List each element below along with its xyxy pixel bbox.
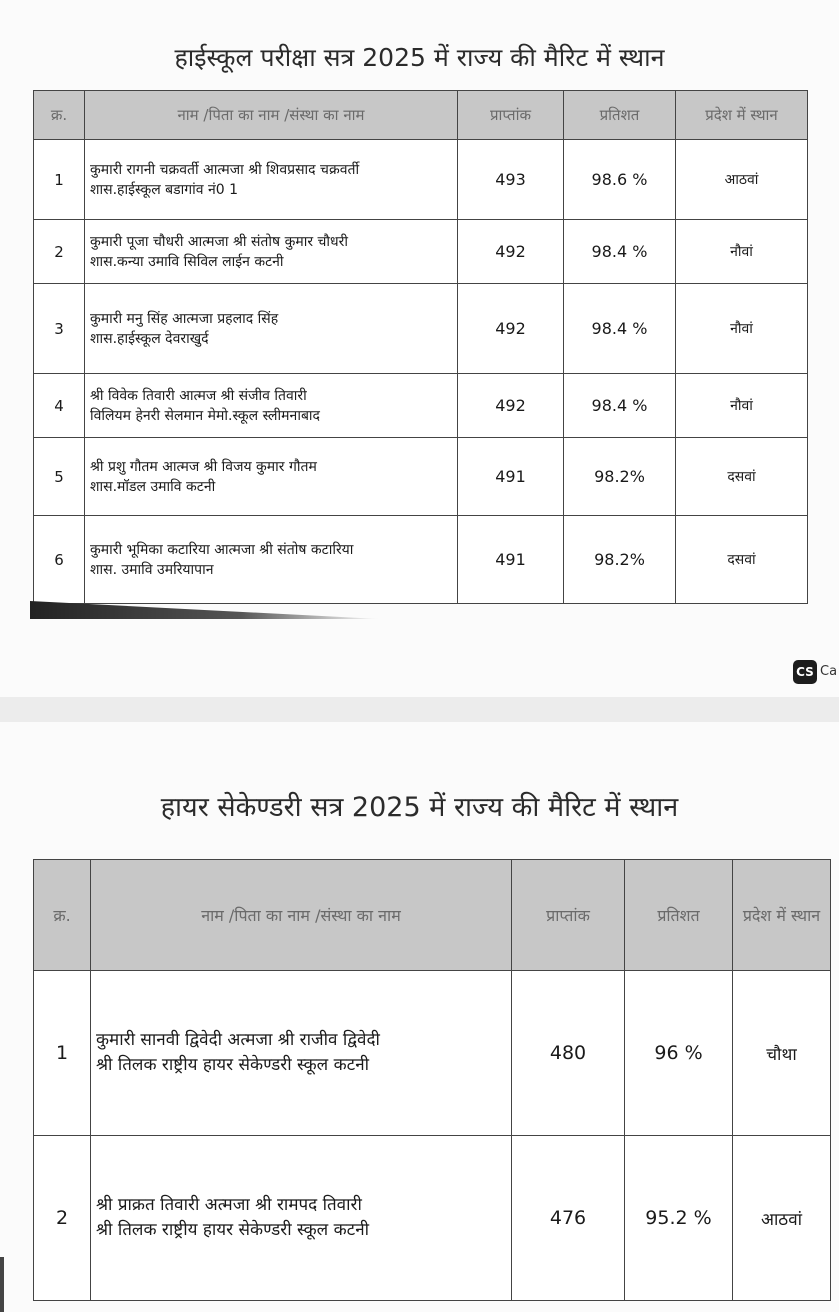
row-percent: 98.6 % <box>564 140 676 220</box>
header-marks: प्राप्तांक <box>458 91 564 140</box>
row-sno: 3 <box>34 284 85 374</box>
header-rank: प्रदेश में स्थान <box>733 860 831 971</box>
higher-secondary-title: हायर सेकेण्डरी सत्र 2025 में राज्य की मैरिट में स्थान <box>160 792 679 823</box>
student-line: कुमारी सानवी द्विवेदी अत्मजा श्री राजीव द्विवेदी <box>96 1030 380 1050</box>
table-row <box>34 971 831 1136</box>
student-line: कुमारी मनु सिंह आत्मजा प्रहलाद सिंह <box>90 310 279 327</box>
row-sno: 5 <box>34 438 85 516</box>
table-row <box>34 220 808 284</box>
student-line: कुमारी पूजा चौधरी आत्मजा श्री संतोष कुमार चौधरी <box>90 233 348 250</box>
table-header-row <box>34 860 831 971</box>
table-row <box>34 1136 831 1301</box>
page-separator <box>0 697 839 722</box>
row-rank: नौवां <box>676 284 808 374</box>
row-name <box>91 1136 512 1301</box>
row-name <box>85 516 458 604</box>
header-rank: प्रदेश में स्थान <box>676 91 808 140</box>
row-marks: 492 <box>458 220 564 284</box>
highschool-title: हाईस्कूल परीक्षा सत्र 2025 में राज्य की मैरिट में स्थान <box>174 43 665 72</box>
student-line: कुमारी रागनी चक्रवर्ती आत्मजा श्री शिवप्रसाद चक्रवर्ती <box>90 161 360 178</box>
row-name <box>85 220 458 284</box>
header-sno: क्र. <box>34 860 91 971</box>
row-marks: 480 <box>512 971 625 1136</box>
row-sno: 1 <box>34 140 85 220</box>
row-marks: 476 <box>512 1136 625 1301</box>
highschool-merit-table <box>33 90 808 604</box>
row-rank: दसवां <box>676 516 808 604</box>
row-sno: 4 <box>34 374 85 438</box>
row-percent: 98.4 % <box>564 374 676 438</box>
school-line: श्री तिलक राष्ट्रीय हायर सेकेण्डरी स्कूल कटनी <box>96 1055 370 1075</box>
school-line: शास. उमावि उमरियापान <box>90 561 214 578</box>
row-rank: नौवां <box>676 220 808 284</box>
school-line: शास.हाईस्कूल देवराखुर्द <box>90 330 209 347</box>
row-marks: 493 <box>458 140 564 220</box>
row-percent: 96 % <box>625 971 733 1136</box>
row-rank: आठवां <box>733 1136 831 1301</box>
header-sno: क्र. <box>34 91 85 140</box>
row-sno: 1 <box>34 971 91 1136</box>
table-row <box>34 284 808 374</box>
school-line: शास.हाईस्कूल बडागांव नं0 1 <box>90 181 239 198</box>
student-line: कुमारी भूमिका कटारिया आत्मजा श्री संतोष कटारिया <box>90 541 354 558</box>
row-rank: चौथा <box>733 971 831 1136</box>
row-percent: 98.2% <box>564 438 676 516</box>
table-row <box>34 438 808 516</box>
table-row <box>34 374 808 438</box>
table-header-row <box>34 91 808 140</box>
student-line: श्री विवेक तिवारी आत्मज श्री संजीव तिवारी <box>90 387 307 404</box>
row-sno: 2 <box>34 1136 91 1301</box>
header-percent: प्रतिशत <box>625 860 733 971</box>
row-marks: 492 <box>458 284 564 374</box>
header-name: नाम /पिता का नाम /संस्था का नाम <box>85 91 458 140</box>
student-line: श्री प्राक्रत तिवारी अत्मजा श्री रामपद तिवारी <box>96 1195 362 1215</box>
row-marks: 491 <box>458 516 564 604</box>
row-name <box>85 284 458 374</box>
row-marks: 491 <box>458 438 564 516</box>
header-percent: प्रतिशत <box>564 91 676 140</box>
header-name: नाम /पिता का नाम /संस्था का नाम <box>91 860 512 971</box>
camscanner-text: Ca <box>820 664 838 679</box>
student-line: श्री प्रशु गौतम आत्मज श्री विजय कुमार गौतम <box>90 458 317 475</box>
row-percent: 98.4 % <box>564 284 676 374</box>
school-line: शास.मॉडल उमावि कटनी <box>90 478 216 495</box>
row-sno: 2 <box>34 220 85 284</box>
row-percent: 95.2 % <box>625 1136 733 1301</box>
higher-secondary-merit-table <box>33 859 831 1301</box>
row-rank: आठवां <box>676 140 808 220</box>
document-page-higher-secondary <box>0 722 839 1312</box>
row-name <box>85 140 458 220</box>
row-name <box>85 438 458 516</box>
row-rank: नौवां <box>676 374 808 438</box>
scan-edge-shadow <box>0 1257 4 1312</box>
row-sno: 6 <box>34 516 85 604</box>
header-marks: प्राप्तांक <box>512 860 625 971</box>
table-row <box>34 140 808 220</box>
school-line: श्री तिलक राष्ट्रीय हायर सेकेण्डरी स्कूल कटनी <box>96 1220 370 1240</box>
row-marks: 492 <box>458 374 564 438</box>
row-percent: 98.2% <box>564 516 676 604</box>
table-row <box>34 516 808 604</box>
row-rank: दसवां <box>676 438 808 516</box>
school-line: शास.कन्या उमावि सिविल लाईन कटनी <box>90 253 284 270</box>
school-line: विलियम हेनरी सेलमान मेमो.स्कूल स्लीमनाबाद <box>90 407 320 424</box>
row-name <box>91 971 512 1136</box>
row-percent: 98.4 % <box>564 220 676 284</box>
row-name <box>85 374 458 438</box>
camscanner-logo: CS <box>793 660 817 684</box>
